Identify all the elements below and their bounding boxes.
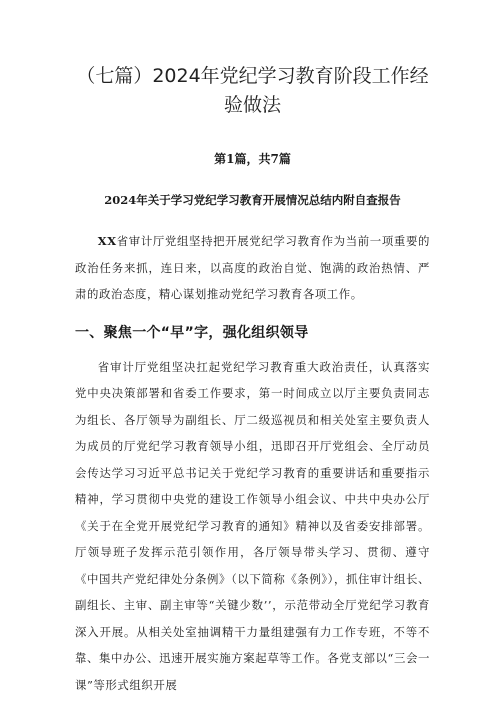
intro-lead: XX bbox=[97, 234, 117, 248]
intro-paragraph bbox=[75, 228, 430, 308]
intro-text: 省审计厅党组坚持把开展党纪学习教育作为当前一项重要的政治任务来抓，连日来，以高度的政治自觉、饱满的政治热情、严肃的政治态度，精心谋划推动党纪学习教育各项工作。 bbox=[75, 234, 430, 301]
document-title bbox=[75, 0, 430, 120]
title-line-1: （七篇）2024年党纪学习教育阶段工作经 bbox=[76, 65, 429, 87]
article-subtitle: 2024年关于学习党纪学习教育开展情况总结内附自查报告 bbox=[104, 193, 401, 207]
title-line-2: 验做法 bbox=[223, 94, 281, 116]
section-1-paragraph: 省审计厅党组坚决扛起党纪学习教育重大政治责任，认真落实党中央决策部署和省委工作要求，第一时间成立以厅主要负责同志为组长、各厅领导为副组长、厅二级巡视员和相关处室主要负责人为成员的厅党纪学习教育领导小组，迅即召开厅党组会、全厅动员会传达学习习近平总书记关于党纪学习教育的重要讲话和重要指示精神，学习贯彻中央党的建设工作领导小组会议、中共中央办公厅《关于在全党开展党纪学习教育的通知》精神以及省委安排部署。厅领导班子发挥示范引领作用，各厅领导带头学习、贯彻、遵守《中国共产党纪律处分条例》（以下简称《条例》），抓住审计组长、副组长、主审、副主审等“关键少数’’，示范带动全厅党纪学习教育深入开展。从相关处室抽调精干力量组建强有力工作专班，不等不靠、集中办公、迅速开展实施方案起草等工作。各党支部以“三会一课”等形式组织开展 bbox=[75, 359, 430, 692]
section-heading-1: 一、聚焦一个“早”字，强化组织领导 bbox=[75, 324, 309, 341]
part-label: 第1篇，共7篇 bbox=[214, 152, 291, 166]
